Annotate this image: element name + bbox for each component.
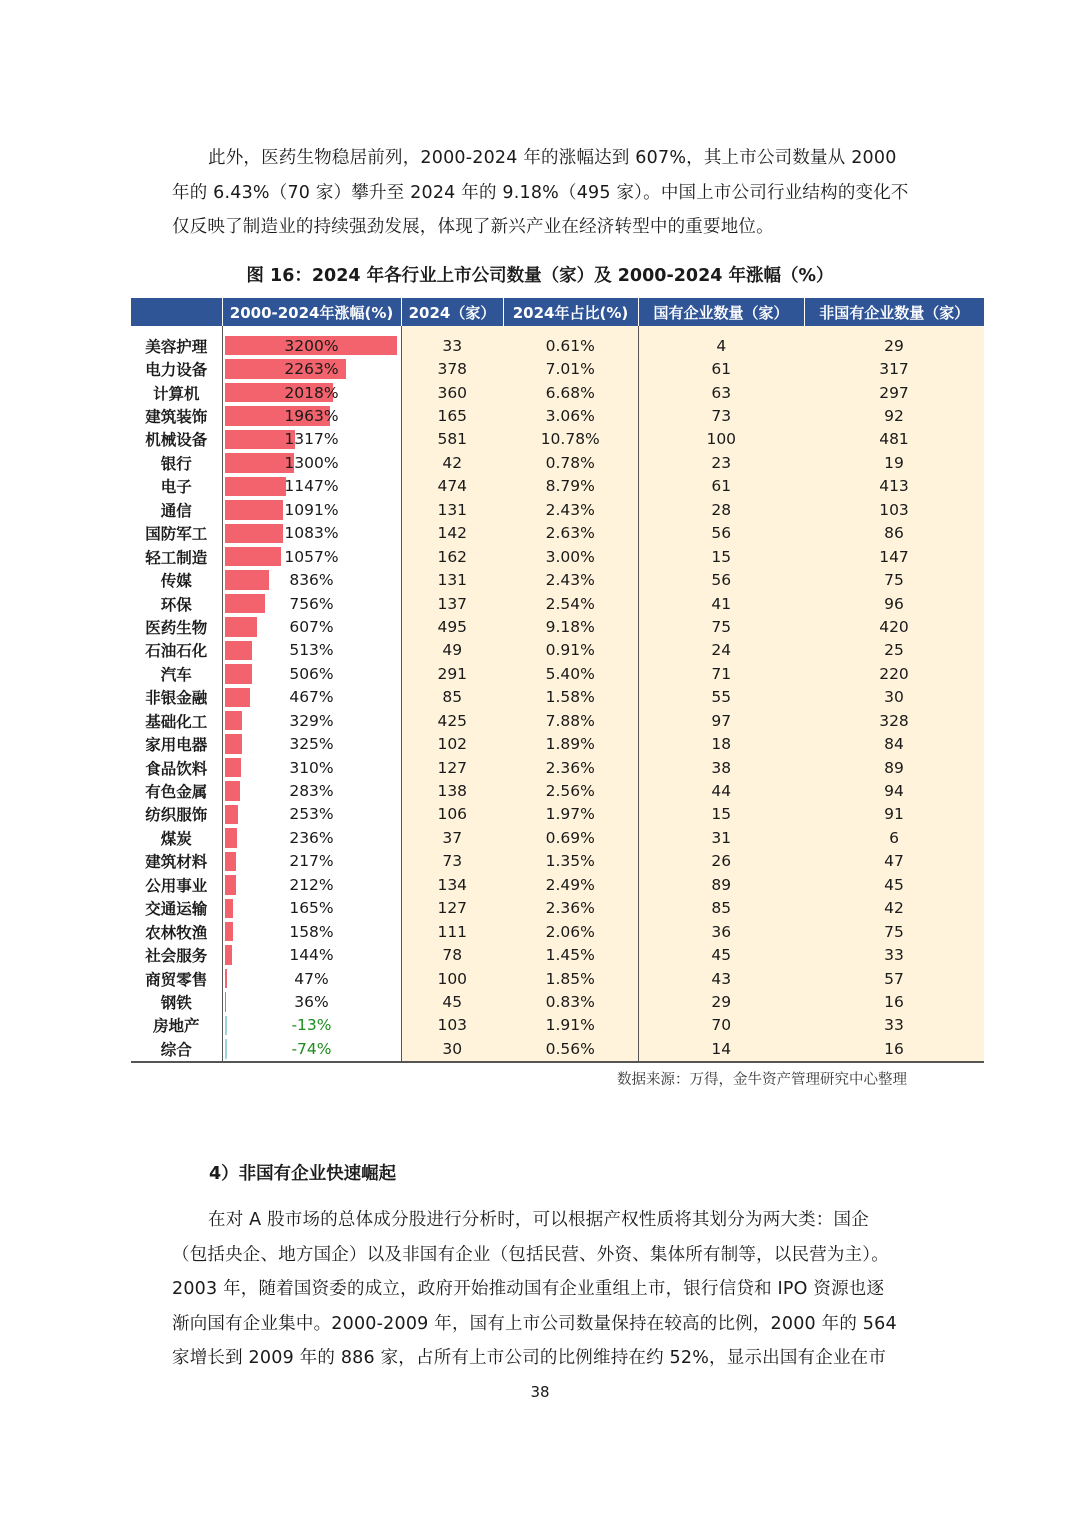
cell-growth [222, 990, 401, 1013]
cell-share: 3.06% [503, 404, 638, 427]
growth-bar [225, 570, 270, 589]
cell-share: 1.35% [503, 850, 638, 873]
cell-industry: 银行 [131, 451, 222, 474]
cell-soe: 4 [638, 334, 804, 357]
cell-non-soe: 47 [804, 850, 984, 873]
cell-share: 1.45% [503, 943, 638, 966]
cell-soe: 18 [638, 732, 804, 755]
cell-soe: 100 [638, 428, 804, 451]
cell-soe: 36 [638, 920, 804, 943]
cell-soe: 61 [638, 357, 804, 380]
table-row [131, 357, 984, 380]
cell-count: 137 [401, 592, 503, 615]
cell-non-soe: 75 [804, 920, 984, 943]
cell-soe: 56 [638, 522, 804, 545]
cell-non-soe: 220 [804, 662, 984, 685]
growth-label: 283% [289, 782, 334, 801]
cell-non-soe: 30 [804, 686, 984, 709]
cell-industry: 美容护理 [131, 334, 222, 357]
cell-share: 7.88% [503, 709, 638, 732]
cell-soe: 14 [638, 1037, 804, 1061]
growth-label: 1083% [284, 524, 339, 543]
cell-share: 0.61% [503, 334, 638, 357]
growth-label: 325% [289, 735, 334, 754]
table-row [131, 404, 984, 427]
header-industry [131, 298, 222, 326]
cell-industry: 国防军工 [131, 522, 222, 545]
growth-label: 3200% [284, 336, 339, 355]
growth-label: 1091% [284, 500, 339, 519]
cell-non-soe: 6 [804, 826, 984, 849]
cell-share: 2.43% [503, 498, 638, 521]
cell-count: 37 [401, 826, 503, 849]
section-title: 4）非国有企业快速崛起 [209, 1164, 397, 1184]
table-row [131, 592, 984, 615]
growth-bar [225, 711, 243, 730]
growth-label: 506% [289, 664, 334, 683]
cell-soe: 61 [638, 475, 804, 498]
table-row [131, 709, 984, 732]
body-line: 家增长到 2009 年的 886 家，占所有上市公司的比例维持在约 52%，显示出国有企业在市 [172, 1348, 887, 1368]
cell-count: 425 [401, 709, 503, 732]
growth-bar [225, 805, 239, 824]
industry-table [131, 298, 984, 1063]
cell-industry: 公用事业 [131, 873, 222, 896]
cell-soe: 75 [638, 615, 804, 638]
growth-bar [225, 641, 253, 660]
cell-count: 138 [401, 779, 503, 802]
table-row [131, 662, 984, 685]
cell-industry: 非银金融 [131, 686, 222, 709]
cell-count: 106 [401, 803, 503, 826]
growth-label: 1300% [284, 453, 339, 472]
cell-non-soe: 25 [804, 639, 984, 662]
cell-count: 49 [401, 639, 503, 662]
cell-soe: 89 [638, 873, 804, 896]
growth-bar [225, 524, 283, 543]
cell-count: 100 [401, 967, 503, 990]
growth-label: 1317% [284, 430, 339, 449]
intro-paragraph [172, 141, 912, 245]
growth-bar [225, 875, 236, 894]
cell-share: 7.01% [503, 357, 638, 380]
table-row [131, 615, 984, 638]
growth-label: 513% [289, 641, 334, 660]
cell-industry: 石油石化 [131, 639, 222, 662]
growth-label: 756% [289, 594, 334, 613]
table-row [131, 897, 984, 920]
cell-soe: 38 [638, 756, 804, 779]
cell-soe: 28 [638, 498, 804, 521]
cell-industry: 轻工制造 [131, 545, 222, 568]
body-line: （包括央企、地方国企）以及非国有企业（包括民营、外资、集体所有制等，以民营为主）。 [172, 1244, 889, 1265]
cell-soe: 24 [638, 639, 804, 662]
cell-share: 0.83% [503, 990, 638, 1013]
cell-non-soe: 317 [804, 357, 984, 380]
cell-growth [222, 662, 401, 685]
cell-industry: 汽车 [131, 662, 222, 685]
cell-soe: 41 [638, 592, 804, 615]
cell-soe: 97 [638, 709, 804, 732]
cell-growth [222, 897, 401, 920]
cell-share: 1.58% [503, 686, 638, 709]
growth-bar [225, 781, 240, 800]
cell-count: 581 [401, 428, 503, 451]
cell-non-soe: 42 [804, 897, 984, 920]
cell-industry: 钢铁 [131, 990, 222, 1013]
cell-non-soe: 57 [804, 967, 984, 990]
cell-non-soe: 16 [804, 990, 984, 1013]
growth-label: -13% [291, 1016, 332, 1035]
cell-non-soe: 91 [804, 803, 984, 826]
cell-non-soe: 19 [804, 451, 984, 474]
cell-growth [222, 475, 401, 498]
table-row [131, 779, 984, 802]
table-row [131, 498, 984, 521]
cell-growth [222, 803, 401, 826]
cell-soe: 55 [638, 686, 804, 709]
cell-soe: 43 [638, 967, 804, 990]
intro-line: 年的 6.43%（70 家）攀升至 2024 年的 9.18%（495 家）。中国上市公司行业结构的变化不 [172, 182, 909, 203]
header-share: 2024年占比(%) [503, 298, 638, 326]
growth-bar [225, 664, 252, 683]
cell-growth [222, 686, 401, 709]
growth-label: 158% [289, 922, 334, 941]
cell-share: 5.40% [503, 662, 638, 685]
table-row [131, 1014, 984, 1037]
table-row [131, 428, 984, 451]
cell-count: 131 [401, 498, 503, 521]
growth-label: 144% [289, 946, 334, 965]
cell-industry: 家用电器 [131, 732, 222, 755]
header-growth: 2000-2024年涨幅(%) [222, 298, 401, 326]
growth-bar [225, 969, 228, 988]
cell-count: 78 [401, 943, 503, 966]
growth-bar [225, 922, 233, 941]
growth-bar [225, 992, 227, 1011]
page-number: 38 [530, 1383, 550, 1401]
growth-label: 607% [289, 617, 334, 636]
body-paragraph [172, 1203, 912, 1376]
table-row [131, 803, 984, 826]
growth-label: -74% [291, 1039, 332, 1058]
growth-bar [225, 500, 284, 519]
cell-count: 73 [401, 850, 503, 873]
table-row [131, 1037, 984, 1061]
cell-count: 127 [401, 897, 503, 920]
spacer-row [131, 326, 984, 334]
cell-soe: 45 [638, 943, 804, 966]
cell-non-soe: 86 [804, 522, 984, 545]
header-soe: 国有企业数量（家） [638, 298, 804, 326]
body-line: 在对 A 股市场的总体成分股进行分析时，可以根据产权性质将其划分为两大类：国企 [208, 1210, 869, 1230]
body-line: 2003 年，随着国资委的成立，政府开始推动国有企业重组上市，银行信贷和 IPO 资源也逐 [172, 1279, 885, 1299]
cell-growth [222, 404, 401, 427]
cell-industry: 基础化工 [131, 709, 222, 732]
growth-label: 467% [289, 688, 334, 707]
cell-industry: 食品饮料 [131, 756, 222, 779]
growth-bar [225, 688, 250, 707]
growth-bar [225, 899, 234, 918]
growth-label: 47% [294, 969, 329, 988]
cell-industry: 有色金属 [131, 779, 222, 802]
cell-industry: 电力设备 [131, 357, 222, 380]
cell-industry: 电子 [131, 475, 222, 498]
table-row [131, 639, 984, 662]
table-row [131, 475, 984, 498]
cell-non-soe: 45 [804, 873, 984, 896]
cell-count: 102 [401, 732, 503, 755]
growth-bar [225, 477, 287, 496]
cell-count: 474 [401, 475, 503, 498]
cell-growth [222, 967, 401, 990]
cell-growth [222, 334, 401, 357]
cell-non-soe: 33 [804, 943, 984, 966]
cell-share: 9.18% [503, 615, 638, 638]
growth-label: 836% [289, 571, 334, 590]
table-body [131, 326, 984, 1062]
table-row [131, 990, 984, 1013]
cell-growth [222, 1014, 401, 1037]
growth-bar [225, 828, 238, 847]
cell-growth [222, 522, 401, 545]
cell-industry: 医药生物 [131, 615, 222, 638]
table-row [131, 873, 984, 896]
cell-non-soe: 75 [804, 568, 984, 591]
cell-share: 2.63% [503, 522, 638, 545]
growth-label: 236% [289, 828, 334, 847]
cell-share: 2.06% [503, 920, 638, 943]
header-non-soe: 非国有企业数量（家） [804, 298, 984, 326]
cell-share: 2.36% [503, 756, 638, 779]
growth-bar [225, 617, 258, 636]
cell-industry: 环保 [131, 592, 222, 615]
cell-soe: 31 [638, 826, 804, 849]
figure-title: 图 16：2024 年各行业上市公司数量（家）及 2000-2024 年涨幅（%） [246, 266, 834, 286]
cell-share: 2.54% [503, 592, 638, 615]
cell-share: 3.00% [503, 545, 638, 568]
cell-industry: 综合 [131, 1037, 222, 1061]
cell-count: 85 [401, 686, 503, 709]
growth-bar [225, 945, 233, 964]
cell-soe: 26 [638, 850, 804, 873]
cell-growth [222, 428, 401, 451]
body-line: 渐向国有企业集中。2000-2009 年，国有上市公司数量保持在较高的比例，2000 年的 564 [172, 1313, 897, 1334]
cell-growth [222, 568, 401, 591]
cell-growth [222, 826, 401, 849]
cell-share: 0.69% [503, 826, 638, 849]
cell-industry: 建筑装饰 [131, 404, 222, 427]
cell-count: 42 [401, 451, 503, 474]
cell-share: 2.49% [503, 873, 638, 896]
growth-label: 212% [289, 875, 334, 894]
cell-count: 378 [401, 357, 503, 380]
cell-growth [222, 357, 401, 380]
cell-count: 30 [401, 1037, 503, 1061]
growth-label: 329% [289, 711, 334, 730]
growth-label: 1963% [284, 407, 339, 426]
cell-growth [222, 451, 401, 474]
cell-industry: 建筑材料 [131, 850, 222, 873]
cell-growth [222, 943, 401, 966]
cell-growth [222, 873, 401, 896]
table-row [131, 732, 984, 755]
cell-soe: 23 [638, 451, 804, 474]
cell-count: 162 [401, 545, 503, 568]
cell-share: 0.56% [503, 1037, 638, 1061]
cell-non-soe: 16 [804, 1037, 984, 1061]
cell-count: 127 [401, 756, 503, 779]
header-count: 2024（家） [401, 298, 503, 326]
cell-industry: 煤炭 [131, 826, 222, 849]
growth-bar [225, 594, 266, 613]
cell-industry: 房地产 [131, 1014, 222, 1037]
cell-non-soe: 328 [804, 709, 984, 732]
cell-non-soe: 84 [804, 732, 984, 755]
cell-share: 2.43% [503, 568, 638, 591]
growth-bar [225, 758, 242, 777]
cell-share: 1.85% [503, 967, 638, 990]
growth-label: 2018% [284, 383, 339, 402]
table-row [131, 545, 984, 568]
cell-soe: 63 [638, 381, 804, 404]
cell-soe: 85 [638, 897, 804, 920]
cell-non-soe: 92 [804, 404, 984, 427]
cell-share: 2.56% [503, 779, 638, 802]
cell-industry: 农林牧渔 [131, 920, 222, 943]
growth-label: 1057% [284, 547, 339, 566]
cell-growth [222, 850, 401, 873]
cell-industry: 交通运输 [131, 897, 222, 920]
cell-non-soe: 94 [804, 779, 984, 802]
cell-count: 134 [401, 873, 503, 896]
cell-soe: 15 [638, 545, 804, 568]
cell-growth [222, 756, 401, 779]
cell-industry: 纺织服饰 [131, 803, 222, 826]
cell-non-soe: 413 [804, 475, 984, 498]
cell-share: 1.97% [503, 803, 638, 826]
cell-count: 103 [401, 1014, 503, 1037]
table-row [131, 943, 984, 966]
growth-label: 2263% [284, 360, 339, 379]
table-row [131, 568, 984, 591]
growth-bar [225, 734, 242, 753]
cell-soe: 56 [638, 568, 804, 591]
growth-bar [225, 852, 237, 871]
cell-growth [222, 381, 401, 404]
cell-growth [222, 545, 401, 568]
cell-soe: 15 [638, 803, 804, 826]
table-row [131, 850, 984, 873]
cell-count: 360 [401, 381, 503, 404]
table-row [131, 381, 984, 404]
table-row [131, 756, 984, 779]
growth-bar [225, 1039, 227, 1058]
cell-share: 1.91% [503, 1014, 638, 1037]
cell-share: 2.36% [503, 897, 638, 920]
cell-growth [222, 732, 401, 755]
growth-bar [225, 1016, 227, 1035]
growth-label: 217% [289, 852, 334, 871]
table-row [131, 920, 984, 943]
cell-growth [222, 709, 401, 732]
cell-growth [222, 498, 401, 521]
cell-industry: 传媒 [131, 568, 222, 591]
cell-non-soe: 147 [804, 545, 984, 568]
intro-line: 仅反映了制造业的持续强劲发展，体现了新兴产业在经济转型中的重要地位。 [172, 217, 774, 237]
cell-growth [222, 779, 401, 802]
cell-soe: 71 [638, 662, 804, 685]
cell-soe: 44 [638, 779, 804, 802]
table-header-row [131, 298, 984, 326]
cell-non-soe: 33 [804, 1014, 984, 1037]
cell-soe: 73 [638, 404, 804, 427]
table-row [131, 686, 984, 709]
cell-non-soe: 29 [804, 334, 984, 357]
cell-share: 0.91% [503, 639, 638, 662]
cell-count: 111 [401, 920, 503, 943]
cell-growth [222, 615, 401, 638]
cell-non-soe: 96 [804, 592, 984, 615]
cell-share: 0.78% [503, 451, 638, 474]
cell-count: 495 [401, 615, 503, 638]
table-row [131, 334, 984, 357]
cell-soe: 70 [638, 1014, 804, 1037]
cell-count: 291 [401, 662, 503, 685]
cell-industry: 商贸零售 [131, 967, 222, 990]
growth-bar [225, 547, 282, 566]
growth-label: 1147% [284, 477, 339, 496]
cell-industry: 机械设备 [131, 428, 222, 451]
cell-share: 1.89% [503, 732, 638, 755]
cell-non-soe: 89 [804, 756, 984, 779]
cell-industry: 计算机 [131, 381, 222, 404]
cell-non-soe: 297 [804, 381, 984, 404]
cell-growth [222, 639, 401, 662]
table-row [131, 967, 984, 990]
cell-count: 142 [401, 522, 503, 545]
cell-count: 33 [401, 334, 503, 357]
cell-count: 165 [401, 404, 503, 427]
growth-label: 165% [289, 899, 334, 918]
cell-industry: 通信 [131, 498, 222, 521]
cell-non-soe: 420 [804, 615, 984, 638]
cell-non-soe: 481 [804, 428, 984, 451]
cell-share: 6.68% [503, 381, 638, 404]
intro-line: 此外，医药生物稳居前列，2000-2024 年的涨幅达到 607%，其上市公司数量从 2000 [208, 148, 897, 168]
table-row [131, 826, 984, 849]
table-row [131, 522, 984, 545]
growth-label: 253% [289, 805, 334, 824]
cell-growth [222, 920, 401, 943]
cell-non-soe: 103 [804, 498, 984, 521]
cell-growth [222, 592, 401, 615]
growth-label: 36% [294, 992, 329, 1011]
cell-count: 45 [401, 990, 503, 1013]
cell-soe: 29 [638, 990, 804, 1013]
cell-count: 131 [401, 568, 503, 591]
growth-label: 310% [289, 758, 334, 777]
cell-share: 10.78% [503, 428, 638, 451]
cell-share: 8.79% [503, 475, 638, 498]
data-source: 数据来源：万得，金牛资产管理研究中心整理 [617, 1072, 907, 1088]
cell-growth [222, 1037, 401, 1061]
table-row [131, 451, 984, 474]
cell-industry: 社会服务 [131, 943, 222, 966]
